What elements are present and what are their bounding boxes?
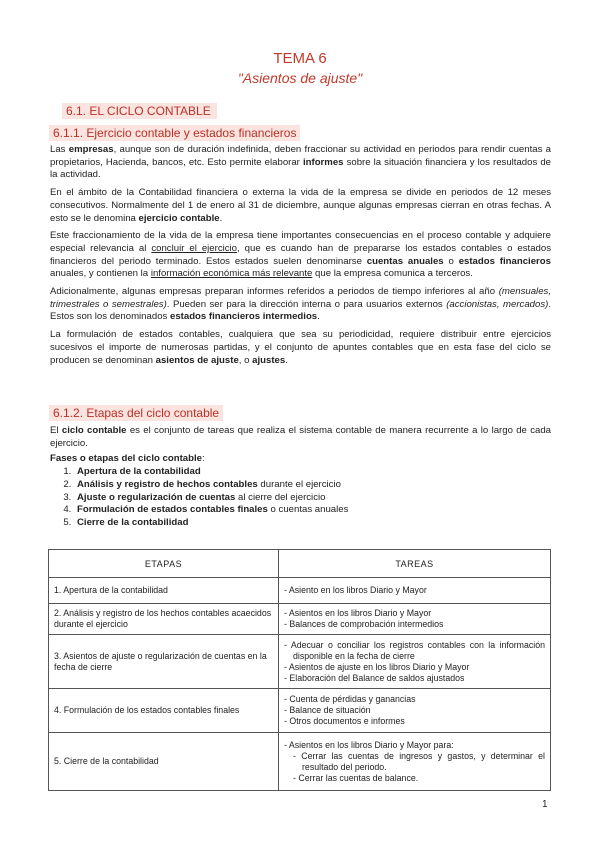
list-item: 2. Análisis y registro de hechos contables durante el ejercicio (74, 479, 551, 492)
header-etapas: ETAPAS (49, 550, 279, 578)
page-number: 1 (542, 799, 548, 810)
table-row (49, 689, 551, 733)
subsection-heading-6-1-1: 6.1.1. Ejercicio contable y estados financieros (49, 125, 300, 141)
list-item: 4. Formulación de estados contables finales o cuentas anuales (74, 504, 551, 517)
document-subtitle: "Asientos de ajuste" (237, 70, 363, 86)
etapa-cell: 4. Formulación de los estados contables finales (49, 689, 279, 733)
paragraph: Las empresas, aunque son de duración indefinida, deben fraccionar su actividad en periodos para rendir cuentas a propietarios, Hacienda, bancos, etc. Esto permite elaborar informes sobre la situación financiera y los resultados de la actividad. (50, 144, 552, 181)
list-item: 3. Ajuste o regularización de cuentas al cierre del ejercicio (74, 492, 551, 505)
table-row (49, 635, 551, 689)
etapa-cell: 1. Apertura de la contabilidad (49, 578, 279, 604)
document-title: TEMA 6 (273, 50, 327, 67)
section-6-1-1-body (50, 144, 551, 372)
fases-list (50, 466, 551, 530)
tareas-cell: - Adecuar o conciliar los registros contables con la información disponible en la fecha de cierre - Asientos de ajuste en los libros Diario y Mayor - Elaboración del Balance de saldos ajustados (279, 635, 551, 689)
etapa-cell: 2. Análisis y registro de los hechos contables acaecidos durante el ejercicio (49, 604, 279, 635)
tareas-cell: - Asiento en los libros Diario y Mayor (279, 578, 551, 604)
etapa-cell: 3. Asientos de ajuste o regularización de cuentas en la fecha de cierre (49, 635, 279, 689)
table-row (49, 604, 551, 635)
tareas-cell: - Asientos en los libros Diario y Mayor para: - Cerrar las cuentas de ingresos y gastos, y determinar el resultado del periodo. - Cerrar las cuentas de balance. (279, 733, 551, 791)
subsection-heading-6-1-2: 6.1.2. Etapas del ciclo contable (49, 405, 223, 421)
etapas-tareas-table (48, 549, 551, 791)
table-row (49, 578, 551, 604)
list-item: 5. Cierre de la contabilidad (74, 517, 551, 530)
tareas-cell: - Cuenta de pérdidas y ganancias - Balance de situación - Otros documentos e informes (279, 689, 551, 733)
paragraph: El ciclo contable es el conjunto de tareas que realiza el sistema contable de manera recurrente a lo largo de cada ejercicio. (50, 425, 552, 449)
list-item: 1. Apertura de la contabilidad (74, 466, 551, 479)
section-heading-6-1: 6.1. EL CICLO CONTABLE (62, 103, 217, 119)
paragraph: La formulación de estados contables, cualquiera que sea su periodicidad, requiere distribuir entre ejercicios sucesivos el importe de numerosas partidas, y el conjunto de apuntes contables que en esta fase del ciclo se producen se denominan asientos de ajuste, o ajustes. (50, 329, 551, 366)
table-row (49, 733, 551, 791)
header-tareas: TAREAS (279, 550, 551, 578)
table-header-row (49, 550, 551, 578)
section-6-1-2-body (50, 425, 551, 530)
paragraph: Adicionalmente, algunas empresas preparan informes referidos a periodos de tiempo inferiores al año (mensuales, trimestrales o semestrales). Pueden ser para la dirección interna o para usuarios externos (accionistas, mercados). Estos son los denominados estados financieros intermedios. (50, 286, 551, 323)
paragraph: En el ámbito de la Contabilidad financiera o externa la vida de la empresa se divide en periodos de 12 meses consecutivos. Normalmente del 1 de enero al 31 de diciembre, aunque algunas empresas cierran en otras fechas. A esto se le denomina ejercicio contable. (50, 187, 551, 224)
paragraph: Este fraccionamiento de la vida de la empresa tiene importantes consecuencias en el proceso contable y adquiere especial relevancia al concluir el ejercicio, que es cuando han de prepararse los estados contables o estados financieros del periodo terminado. Estos estados suelen denominarse cuentas anuales o estados financieros anuales, y contienen la información económica más relevante que la empresa comunica a terceros. (50, 230, 551, 280)
fases-title: Fases o etapas del ciclo contable: (50, 453, 205, 465)
tareas-cell: - Asientos en los libros Diario y Mayor - Balances de comprobación intermedios (279, 604, 551, 635)
etapa-cell: 5. Cierre de la contabilidad (49, 733, 279, 791)
